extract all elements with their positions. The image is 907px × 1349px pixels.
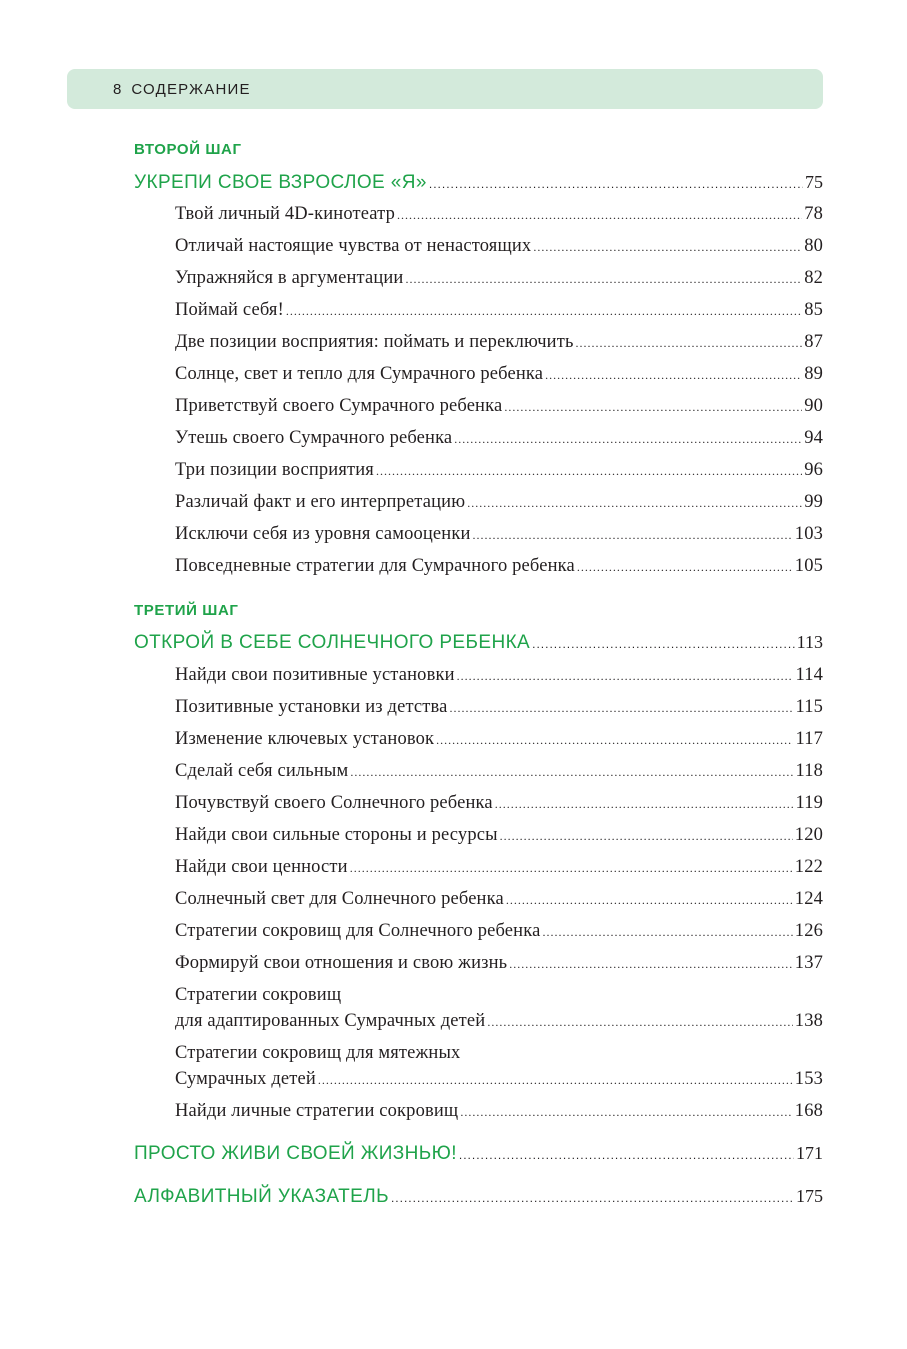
toc-entry-title: Найди свои позитивные установки <box>175 665 455 685</box>
toc-entry[interactable] <box>175 332 823 353</box>
leader-dots <box>405 272 802 287</box>
leader-dots <box>577 560 793 575</box>
toc-page-number: 85 <box>804 300 823 320</box>
leader-dots <box>473 528 793 543</box>
toc-entry-title: Сделай себя сильным <box>175 761 349 781</box>
leader-dots <box>391 1191 794 1205</box>
toc-entry-title: Отличай настоящие чувства от ненастоящих <box>175 236 532 256</box>
toc-entry-title: Найди свои ценности <box>175 857 348 877</box>
toc-entry-title: Найди личные стратегии сокровищ <box>175 1101 459 1121</box>
toc-entry[interactable] <box>175 1069 823 1090</box>
toc-entry-title: Повседневные стратегии для Сумрачного ребенка <box>175 556 575 576</box>
toc-entry[interactable] <box>175 204 823 225</box>
leader-dots <box>460 1105 792 1120</box>
toc-chapter-title: ПРОСТО ЖИВИ СВОЕЙ ЖИЗНЬЮ! <box>134 1143 457 1164</box>
toc-entry-title: Твой личный 4D-кинотеатр <box>175 204 396 224</box>
toc-entry[interactable] <box>175 428 823 449</box>
toc-page-number: 103 <box>794 524 823 544</box>
toc-entry-title: Позитивные установки из детства <box>175 697 448 717</box>
toc-entry[interactable] <box>175 460 823 481</box>
toc-entry[interactable] <box>175 921 823 942</box>
toc-chapter-title: УКРЕПИ СВОЕ ВЗРОСЛОЕ «Я» <box>134 172 427 193</box>
toc-page-number: 105 <box>794 556 823 576</box>
toc-entry-title: Три позиции восприятия <box>175 460 374 480</box>
toc-page-number: 137 <box>794 953 823 973</box>
toc-page-number: 117 <box>795 729 823 749</box>
leader-dots <box>495 797 794 812</box>
toc-entry[interactable] <box>175 889 823 910</box>
toc-page-number: 153 <box>794 1069 823 1089</box>
leader-dots <box>509 957 793 972</box>
toc-entry-title-line1: Стратегии сокровищ для мятежных <box>175 1043 461 1063</box>
toc-entry[interactable] <box>175 524 823 545</box>
toc-page-number: 99 <box>804 492 823 512</box>
toc-entry[interactable] <box>175 300 823 321</box>
toc-entry[interactable] <box>175 857 823 878</box>
toc-entry[interactable] <box>175 364 823 385</box>
toc-page-number: 96 <box>804 460 823 480</box>
toc-entry-title-line2: для адаптированных Сумрачных детей <box>175 1011 486 1031</box>
toc-entry-title: Стратегии сокровищ для Солнечного ребенка <box>175 921 541 941</box>
toc-entry-title: Почувствуй своего Солнечного ребенка <box>175 793 493 813</box>
toc-page-number: 124 <box>794 889 823 909</box>
toc-entry-title: Утешь своего Сумрачного ребенка <box>175 428 453 448</box>
toc-page-number: 118 <box>795 761 823 781</box>
toc-entry[interactable] <box>175 492 823 513</box>
toc-page-number: 75 <box>805 172 823 192</box>
running-header <box>67 69 823 109</box>
toc-entry-title: Найди свои сильные стороны и ресурсы <box>175 825 498 845</box>
toc-chapter-title: АЛФАВИТНЫЙ УКАЗАТЕЛЬ <box>134 1186 389 1207</box>
toc-entry-title: Различай факт и его интерпретацию <box>175 492 466 512</box>
section-label-step-3: ТРЕТИЙ ШАГ <box>134 602 239 619</box>
toc-entry[interactable] <box>175 268 823 289</box>
leader-dots <box>436 733 793 748</box>
toc-page-number: 113 <box>796 632 823 652</box>
toc-entry[interactable] <box>175 1011 823 1032</box>
toc-entry[interactable] <box>175 665 823 686</box>
toc-page-number: 114 <box>795 665 823 685</box>
toc-page-number: 80 <box>804 236 823 256</box>
leader-dots <box>429 177 803 191</box>
toc-entry-title-line2: Сумрачных детей <box>175 1069 316 1089</box>
toc-entry-title-line1: Стратегии сокровищ <box>175 985 342 1005</box>
toc-entry-title: Формируй свои отношения и свою жизнь <box>175 953 508 973</box>
toc-page-number: 90 <box>804 396 823 416</box>
toc-entry[interactable] <box>175 697 823 718</box>
toc-page-number: 119 <box>795 793 823 813</box>
toc-page-number: 87 <box>804 332 823 352</box>
toc-page-number: 122 <box>794 857 823 877</box>
toc-entry[interactable] <box>175 556 823 577</box>
toc-chapter-title: ОТКРОЙ В СЕБЕ СОЛНЕЧНОГО РЕБЕНКА <box>134 632 531 653</box>
toc-entry[interactable] <box>175 953 823 974</box>
leader-dots <box>450 701 794 716</box>
toc-entry-title: Солнце, свет и тепло для Сумрачного ребенка <box>175 364 544 384</box>
toc-entry-title: Две позиции восприятия: поймать и переключить <box>175 332 574 352</box>
toc-page-number: 78 <box>804 204 823 224</box>
toc-entry-title: Солнечный свет для Солнечного ребенка <box>175 889 504 909</box>
leader-dots <box>318 1073 793 1088</box>
toc-entry[interactable] <box>175 236 823 257</box>
toc-entry[interactable] <box>175 396 823 417</box>
leader-dots <box>454 432 802 447</box>
toc-chapter[interactable] <box>134 1186 823 1208</box>
toc-entry[interactable] <box>175 793 823 814</box>
leader-dots <box>500 829 793 844</box>
toc-entry-title: Изменение ключевых установок <box>175 729 435 749</box>
page-number: 8 <box>113 80 122 98</box>
leader-dots <box>504 400 802 415</box>
toc-page-number: 171 <box>796 1143 823 1163</box>
toc-entry-title: Приветствуй своего Сумрачного ребенка <box>175 396 503 416</box>
toc-page-number: 120 <box>794 825 823 845</box>
toc-page-number: 138 <box>794 1011 823 1031</box>
toc-entry-title: Упражняйся в аргументации <box>175 268 404 288</box>
toc-page-number: 115 <box>795 697 823 717</box>
toc-page-number: 126 <box>794 921 823 941</box>
toc-entry[interactable] <box>175 825 823 846</box>
leader-dots <box>286 304 802 319</box>
leader-dots <box>467 496 802 511</box>
leader-dots <box>506 893 793 908</box>
toc-entry[interactable] <box>175 729 823 750</box>
toc-entry-title: Исключи себя из уровня самооценки <box>175 524 471 544</box>
toc-entry-title: Поймай себя! <box>175 300 284 320</box>
toc-entry[interactable] <box>175 761 823 782</box>
toc-chapter[interactable] <box>134 632 823 654</box>
leader-dots <box>533 240 802 255</box>
toc-chapter[interactable] <box>134 1143 823 1165</box>
leader-dots <box>459 1148 794 1162</box>
toc-page-number: 175 <box>796 1186 823 1206</box>
leader-dots <box>487 1015 792 1030</box>
header-title: СОДЕРЖАНИЕ <box>131 80 251 98</box>
leader-dots <box>542 925 792 940</box>
leader-dots <box>350 861 793 876</box>
toc-entry[interactable] <box>175 1101 823 1122</box>
leader-dots <box>545 368 802 383</box>
leader-dots <box>532 637 795 651</box>
leader-dots <box>397 208 802 223</box>
toc-page-number: 168 <box>794 1101 823 1121</box>
leader-dots <box>457 669 794 684</box>
toc-page-number: 82 <box>804 268 823 288</box>
leader-dots <box>576 336 803 351</box>
section-label-step-2: ВТОРОЙ ШАГ <box>134 141 242 158</box>
leader-dots <box>376 464 802 479</box>
toc-page-number: 94 <box>804 428 823 448</box>
toc-page-number: 89 <box>804 364 823 384</box>
leader-dots <box>350 765 793 780</box>
toc-chapter[interactable] <box>134 172 823 194</box>
